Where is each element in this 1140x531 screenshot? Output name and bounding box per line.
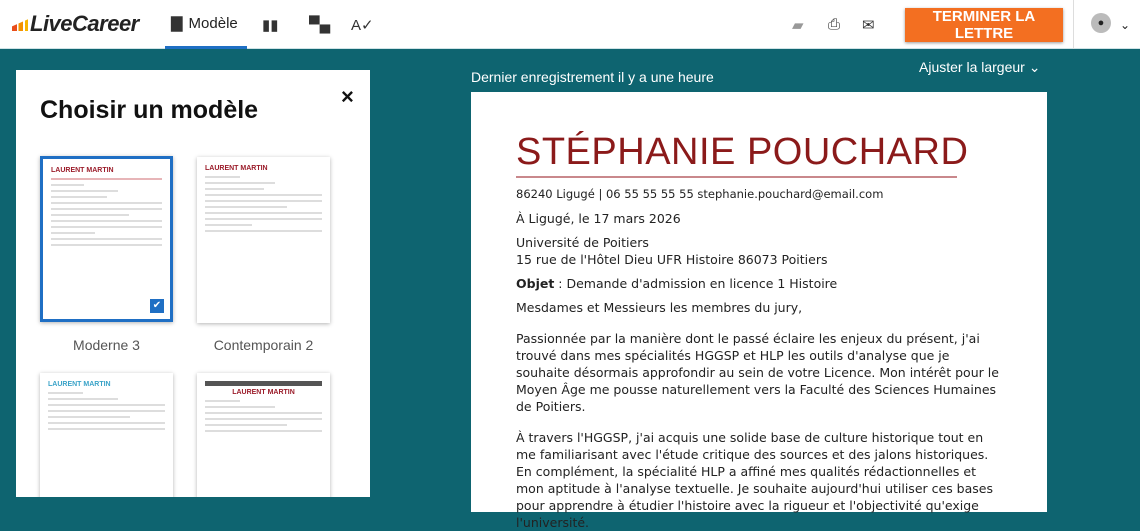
email-button[interactable] — [862, 0, 875, 49]
mail-icon: ✉ — [862, 16, 875, 34]
print-icon: ⎙ — [828, 16, 841, 33]
letter-date: À Ligugé, le 17 mars 2026 — [516, 211, 681, 226]
user-icon[interactable]: ● — [1091, 13, 1111, 33]
letter-recipient: Université de Poitiers — [516, 235, 649, 250]
chevron-down-icon: ⌄ — [1024, 59, 1041, 75]
tab-template[interactable] — [165, 0, 247, 49]
template-moderne-3[interactable] — [40, 156, 173, 322]
document-icon: ▇ — [171, 15, 183, 32]
layout-icon: ▀▄ — [309, 16, 331, 33]
template-label: Contemporain 2 — [213, 337, 314, 353]
tab-spellcheck[interactable] — [351, 0, 374, 49]
template-preview-name: LAURENT MARTIN — [48, 381, 111, 388]
adjust-width-label: Ajuster la largeur — [919, 59, 1025, 75]
tab-layout[interactable] — [309, 0, 330, 49]
print-button[interactable] — [828, 0, 840, 49]
last-saved-status: Dernier enregistrement il y a une heure — [471, 69, 714, 85]
folder-add-icon: ▰ — [792, 16, 804, 34]
template-preview-name: LAURENT MARTIN — [51, 167, 114, 174]
logo-text: LiveCareer — [30, 11, 139, 36]
chevron-down-icon[interactable]: ⌄ — [1120, 17, 1131, 32]
panel-title: Choisir un modèle — [40, 96, 259, 124]
letter-subject — [516, 275, 1002, 292]
letter-salutation: Mesdames et Messieurs les membres du jury, — [516, 300, 803, 315]
tab-label: Modèle — [188, 14, 238, 32]
livecareer-logo[interactable] — [12, 11, 139, 37]
ruler-brush-icon: ▮▮ — [262, 16, 279, 34]
template-option[interactable] — [40, 373, 173, 497]
letter-paragraph: Passionnée par la manière dont le passé éclaire les enjeux du présent, j'ai trouvé dans mes spécialités HGGSP et HLP les outils d'analyse que je souhaite désormais approfondir au sein de votre Licence. Mon intérêt pour le Moyen Âge me pousse naturellement vers la Faculté des Sciences Humaines de Poitiers. — [516, 331, 999, 414]
tab-design[interactable] — [262, 0, 279, 49]
divider — [1073, 0, 1074, 49]
save-folder-button[interactable] — [792, 0, 804, 49]
letter-name: STÉPHANIE POUCHARD — [516, 131, 969, 173]
close-icon[interactable]: × — [341, 84, 354, 109]
letter-recipient-address: 15 rue de l'Hôtel Dieu UFR Histoire 86073 Poitiers — [516, 252, 828, 267]
letter-contact: 86240 Ligugé | 06 55 55 55 55 stephanie.pouchard@email.com — [516, 187, 884, 201]
adjust-width-dropdown[interactable] — [919, 59, 1040, 76]
letter-preview[interactable] — [471, 92, 1047, 530]
subject-label: Objet — [516, 276, 555, 291]
template-contemporain-2[interactable] — [197, 157, 330, 323]
template-preview-name: LAURENT MARTIN — [205, 165, 268, 172]
spellcheck-icon: A✓ — [351, 16, 374, 34]
letter-paragraph: À travers l'HGGSP, j'ai acquis une solide base de culture historique tout en me familiarisant avec l'étude critique des sources et des jalons historiques. En complément, la spécialité HLP a affiné mes qualités rédactionnelles et mon aptitude à l'analyse textuelle. Je souhaite aujourd'hui utiliser ces bases pour apprendre à étudier l'histoire avec la rigueur et l'objectivité qu'exige l'université. — [516, 430, 993, 530]
subject-text: : Demande d'admission en licence 1 Histoire — [554, 276, 838, 291]
name-divider — [516, 176, 957, 178]
template-panel — [16, 70, 370, 497]
template-option[interactable] — [197, 373, 330, 497]
template-preview-name: LAURENT MARTIN — [232, 389, 295, 396]
finish-letter-button[interactable]: TERMINER LA LETTRE — [905, 8, 1063, 42]
top-bar — [0, 0, 1140, 49]
template-label: Moderne 3 — [73, 337, 140, 353]
check-icon: ✔ — [150, 299, 164, 313]
